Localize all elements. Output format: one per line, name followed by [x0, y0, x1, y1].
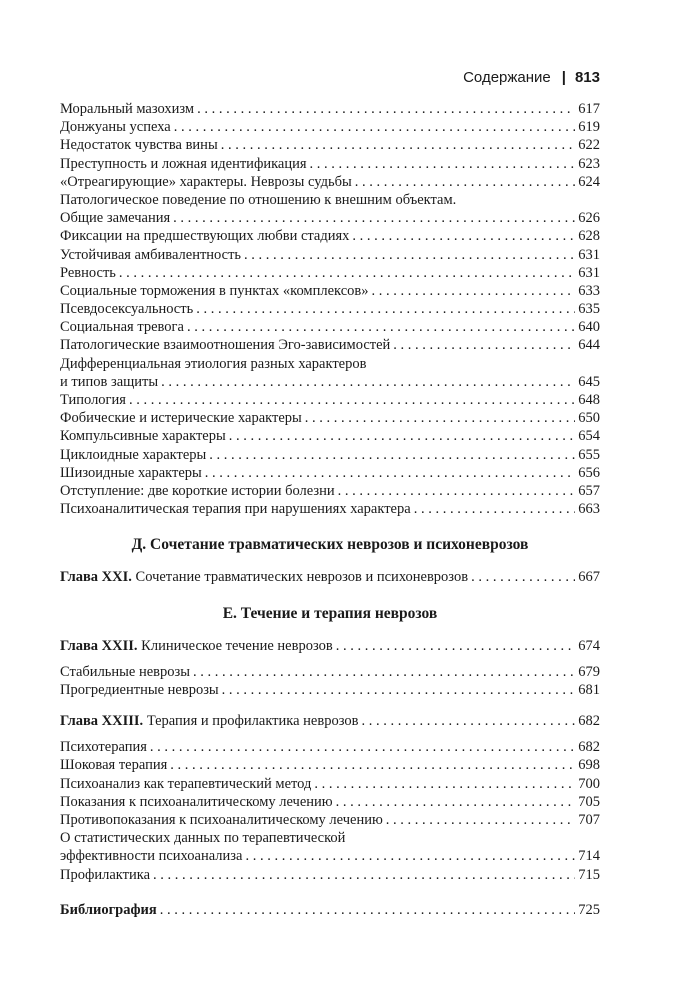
toc-entry: [60, 318, 600, 336]
toc-entry-page: 682: [578, 713, 600, 730]
toc-entry-page: 682: [578, 739, 600, 756]
toc-entry-title: Психотерапия: [60, 739, 147, 756]
toc-entry: [60, 355, 600, 373]
toc-entry-title: Устойчивая амбивалентность: [60, 246, 242, 263]
toc-entry: [60, 866, 600, 884]
leader-dots: [174, 118, 576, 136]
toc-entry-title: О статистических данных по терапевтической: [60, 830, 346, 847]
toc-entry-title: [60, 568, 471, 586]
toc-entry-title: Циклоидные характеры: [60, 446, 207, 463]
toc-entry-page: 700: [578, 775, 600, 792]
toc-entry: [60, 847, 600, 865]
toc-entry: [60, 191, 600, 209]
toc-entry-page: 644: [578, 337, 600, 354]
toc-entry-page: 640: [578, 319, 600, 336]
toc-entry-title: «Отреагирующие» характеры. Неврозы судьбы: [60, 173, 352, 190]
toc-entry: [60, 118, 600, 136]
toc-entry-title: Показания к психоаналитическому лечению: [60, 793, 333, 810]
chapter-title: Сочетание травматических неврозов и психоневрозов: [135, 569, 469, 586]
toc-entry: [60, 282, 600, 300]
toc-entry: [60, 246, 600, 264]
leader-dots: [310, 155, 576, 173]
toc-entry-title: Дифференциальная этиология разных характеров: [60, 355, 367, 372]
toc-entry-title: Донжуаны успеха: [60, 119, 171, 136]
toc-entry-title: Психоанализ как терапевтический метод: [60, 775, 312, 792]
leader-dots: [196, 300, 575, 318]
toc-chapter-23: [60, 712, 600, 730]
toc-entry: [60, 427, 600, 445]
toc-entry: [60, 793, 600, 811]
chapter-label: Глава XXI.: [60, 569, 132, 586]
toc-entry-title: Фиксации на предшествующих любви стадиях: [60, 228, 350, 245]
section-title-d: Д. Сочетание травматических неврозов и психоневрозов: [131, 536, 529, 554]
toc-entry-page: 725: [578, 901, 600, 918]
toc-entry-page: 674: [578, 637, 600, 654]
toc-entry: [60, 663, 600, 681]
toc-entry: [60, 446, 600, 464]
leader-dots: [355, 173, 576, 191]
toc-entry-page: 650: [578, 410, 600, 427]
toc-entry-title: Общие замечания: [60, 210, 171, 227]
toc-block-chapter-22: [60, 663, 600, 699]
toc-entry: [60, 373, 600, 391]
toc-entry: [60, 681, 600, 699]
running-head: [463, 66, 600, 88]
running-head-page-number: 813: [574, 68, 600, 86]
leader-dots: [193, 663, 575, 681]
toc-entry-page: 657: [578, 482, 600, 499]
toc-entry-title: Профилактика: [60, 866, 151, 883]
toc-entry-title: Шизоидные характеры: [60, 464, 202, 481]
leader-dots: [160, 901, 576, 919]
leader-dots: [209, 446, 575, 464]
toc-entry: [60, 173, 600, 191]
chapter-title: Терапия и профилактика неврозов: [146, 713, 359, 730]
toc-entry-page: 617: [578, 101, 600, 117]
toc-entry-page: 631: [578, 264, 600, 281]
bibliography-label: Библиография: [60, 901, 157, 918]
toc-entry-page: 698: [578, 757, 600, 774]
table-of-contents: [60, 100, 600, 919]
toc-entry-page: 624: [578, 173, 600, 190]
toc-entry-page: 714: [578, 848, 600, 865]
leader-dots: [129, 391, 575, 409]
toc-entry-title: Шоковая терапия: [60, 757, 168, 774]
leader-dots: [352, 227, 575, 245]
toc-entry-page: 648: [578, 392, 600, 408]
toc-entry-title: Фобические и истерические характеры: [60, 410, 302, 427]
leader-dots: [338, 482, 576, 500]
toc-entry-page: 655: [578, 446, 600, 463]
leader-dots: [361, 712, 575, 730]
leader-dots: [414, 500, 576, 518]
toc-entry: [60, 482, 600, 500]
toc-entry: [60, 775, 600, 793]
leader-dots: [205, 464, 575, 482]
toc-chapter-22: [60, 637, 600, 655]
leader-dots: [153, 866, 575, 884]
toc-entry-title: Моральный мазохизм: [60, 101, 195, 117]
toc-entry-title: [60, 637, 336, 655]
leader-dots: [305, 409, 575, 427]
leader-dots: [336, 637, 576, 655]
toc-entry-title: эффективности психоанализа: [60, 848, 243, 865]
toc-entry-title: Прогредиентные неврозы: [60, 681, 219, 698]
toc-entry-page: 631: [578, 246, 600, 263]
leader-dots: [161, 373, 575, 391]
toc-block-character-disorders: [60, 100, 600, 518]
leader-dots: [173, 209, 575, 227]
toc-entry-page: 705: [578, 793, 600, 810]
toc-entry-title: Противопоказания к психоаналитическому лечению: [60, 812, 383, 828]
toc-entry-page: 707: [578, 812, 600, 828]
toc-entry-page: 663: [578, 501, 600, 518]
chapter-label: Глава XXIII.: [60, 713, 144, 730]
leader-dots: [197, 100, 575, 118]
toc-entry-title: Социальная тревога: [60, 319, 184, 336]
toc-chapter-21: [60, 568, 600, 586]
toc-bibliography: [60, 901, 600, 919]
leader-dots: [471, 568, 575, 586]
leader-dots: [221, 136, 576, 154]
toc-entry-page: 623: [578, 155, 600, 172]
toc-entry: [60, 227, 600, 245]
leader-dots: [170, 756, 575, 774]
toc-entry-page: 622: [578, 137, 600, 154]
toc-entry-title: Социальные торможения в пунктах «комплексов»: [60, 282, 369, 299]
toc-entry-page: 619: [578, 119, 600, 136]
leader-dots: [119, 264, 575, 282]
toc-entry: [60, 391, 600, 409]
toc-entry-page: 635: [578, 301, 600, 318]
toc-entry: [60, 336, 600, 354]
toc-entry-title: [60, 712, 361, 730]
toc-entry-title: Типология: [60, 392, 126, 408]
leader-dots: [150, 738, 575, 756]
toc-entry: [60, 756, 600, 774]
toc-entry-title: Патологические взаимоотношения Эго-зависимостей: [60, 337, 391, 354]
toc-entry-title: [60, 901, 160, 919]
toc-entry-title: Преступность и ложная идентификация: [60, 155, 307, 172]
toc-entry-page: 681: [578, 681, 600, 698]
leader-dots: [187, 318, 575, 336]
running-head-separator: |: [561, 68, 566, 86]
toc-entry-page: 656: [578, 464, 600, 481]
toc-entry: [60, 811, 600, 829]
toc-entry-page: 626: [578, 210, 600, 227]
toc-entry-page: 633: [578, 282, 600, 299]
toc-entry-page: 628: [578, 228, 600, 245]
running-head-section: Содержание: [463, 68, 551, 86]
toc-entry-title: Патологическое поведение по отношению к внешним объектам.: [60, 191, 457, 208]
toc-entry-title: и типов защиты: [60, 373, 159, 390]
leader-dots: [336, 793, 576, 811]
toc-entry-title: Компульсивные характеры: [60, 428, 226, 445]
toc-entry-page: 645: [578, 373, 600, 390]
leader-dots: [372, 282, 576, 300]
toc-entry-title: Стабильные неврозы: [60, 663, 190, 680]
toc-entry: [60, 136, 600, 154]
toc-entry: [60, 464, 600, 482]
toc-entry: [60, 829, 600, 847]
leader-dots: [393, 336, 575, 354]
toc-entry-title: Психоаналитическая терапия при нарушениях характера: [60, 501, 411, 518]
toc-entry-title: Псевдосексуальность: [60, 301, 194, 318]
leader-dots: [229, 427, 576, 445]
toc-entry-title: Недостаток чувства вины: [60, 137, 218, 154]
toc-entry: [60, 100, 600, 118]
toc-entry-page: 715: [578, 866, 600, 883]
leader-dots: [244, 246, 575, 264]
toc-entry: [60, 209, 600, 227]
leader-dots: [245, 847, 575, 865]
toc-entry: [60, 155, 600, 173]
toc-entry: [60, 409, 600, 427]
leader-dots: [386, 811, 575, 829]
leader-dots: [222, 681, 576, 699]
toc-entry-title: Отступление: две короткие истории болезни: [60, 482, 335, 499]
chapter-label: Глава XXII.: [60, 637, 138, 654]
leader-dots: [314, 775, 575, 793]
toc-entry: [60, 738, 600, 756]
toc-entry-page: 679: [578, 663, 600, 680]
toc-entry-page: 654: [578, 428, 600, 445]
section-title-e: Е. Течение и терапия неврозов: [222, 604, 438, 622]
toc-entry: [60, 500, 600, 518]
chapter-title: Клиническое течение неврозов: [141, 637, 333, 654]
toc-entry: [60, 264, 600, 282]
toc-entry-page: 667: [578, 569, 600, 586]
book-page: [60, 0, 600, 1000]
toc-block-chapter-23: [60, 738, 600, 884]
toc-entry-title: Ревность: [60, 264, 116, 281]
toc-entry: [60, 300, 600, 318]
